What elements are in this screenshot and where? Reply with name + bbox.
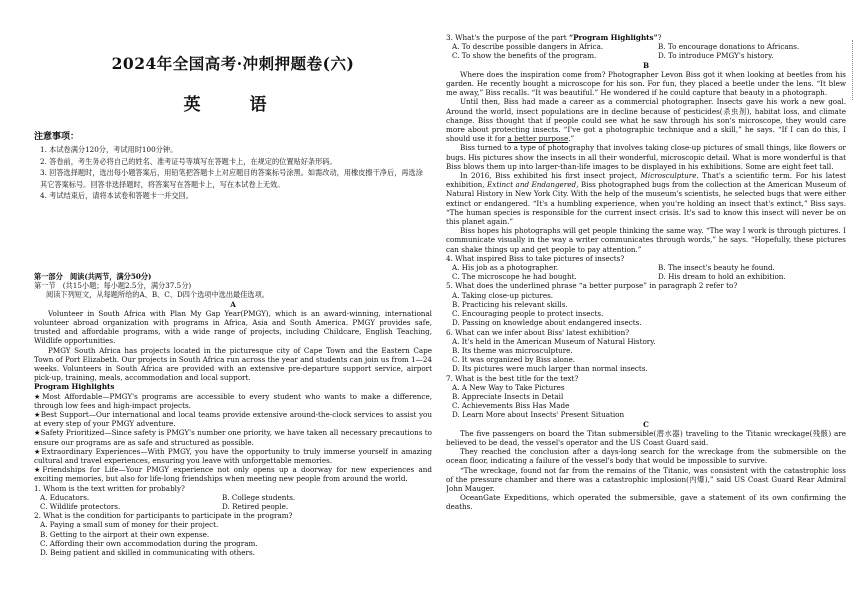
instruction: 阅读下列短文，从每题所给的A、B、C、D四个选项中选出最佳选项。 [46, 290, 269, 300]
right-column [446, 0, 846, 609]
highlight-item: ★Best Support—Our international and local teams provide extensive around-the-clock services to assist you at every step of your PMGY adventure. [34, 410, 432, 429]
option: D. Retired people. [222, 502, 289, 512]
option-row [34, 502, 432, 511]
paragraph: PMGY South Africa has projects located in the picturesque city of Cape Town and the Eastern Cape Town of Port Elizabeth. Our projects in South Africa run across the year and students can join us from 1—24 weeks. Volunteers in South Africa are provided with an extensive pre-departure support service, airport pick-up, training, meals, accommodation and local support. [34, 345, 432, 383]
option-row [34, 493, 432, 502]
option: A. Paying a small sum of money for their project. [40, 520, 219, 530]
option: D. Learn More about Insects' Present Situation [452, 410, 625, 420]
question-stem: 3. What's the purpose of the part “Program Highlights”? [446, 33, 662, 42]
question-stem: 6. What can we infer about Biss' latest exhibition? [446, 327, 630, 337]
option: C. Achievements Biss Has Made [452, 401, 570, 411]
question-stem: 4. What inspired Biss to take pictures of insects? [446, 253, 625, 263]
option: A. To describe possible dangers in Africa. [452, 42, 604, 52]
passage-a-block [34, 272, 432, 557]
option: B. College students. [222, 492, 296, 502]
option: A. A New Way to Take Pictures [452, 382, 565, 392]
option: B. Appreciate Insects in Detail [452, 391, 564, 401]
option: D. Passing on knowledge about endangered insects. [452, 318, 642, 328]
highlights-heading: Program Highlights [34, 382, 115, 392]
option: C. Encouraging people to protect insects. [452, 309, 604, 319]
option: C. Wildlife protectors. [40, 502, 121, 512]
highlight-item: ★Most Affordable—PMGY's programs are accessible to every student who wants to make a difference, through low fees and high-impact projects. [34, 391, 432, 410]
notice-item: 4. 考试结束后，请将本试卷和答题卡一并交回。 [40, 191, 193, 200]
highlight-item: ★Extraordinary Experiences—With PMGY, you have the opportunity to truly immerse yourself in amazing cultural and travel experiences, ensuring you leave with unforgettable memories. [34, 446, 432, 466]
option-row [446, 263, 846, 272]
option: A. Taking close-up pictures. [452, 290, 554, 300]
question-stem: 2. What is the condition for participants to participate in the program? [34, 511, 293, 521]
option: C. Affording their own accommodation during the program. [40, 538, 258, 548]
left-column [34, 0, 432, 609]
paragraph: They reached the conclusion after a days-long search for the wreckage from the submersible on the ocean floor, indicating a failure of the vessel's body that would be impossible to survive. [446, 447, 846, 466]
option-row [446, 272, 846, 281]
paragraph: Until then, Biss had made a career as a commercial photographer. Insects gave his work a new goal. Around the world, insect populations are in decline because of pesticides(杀虫剂), habitat loss, and climate change. Biss thought that if people could see what he saw through his son's microscope, they would care more about protecting insects. “I've got a photographic technique and a skill,” he says. “If I can do this, I should use it for a better purpose.” [446, 97, 846, 144]
option: D. To introduce PMGY's history. [658, 51, 774, 61]
notice-list [40, 144, 428, 202]
paragraph: Volunteer in South Africa with Plan My Gap Year(PMGY), which is an award-winning, international volunteer abroad organization with programs in Africa, Asia and South America. PMGY provides safe, trusted and affordable programs, with a wide range of projects, including Childcare, English Teaching, Wildlife opportunities. [34, 308, 432, 346]
passage-letter: B [642, 60, 650, 70]
option: D. His dream to hold an exhibition. [658, 272, 786, 282]
underlined-phrase: a better purpose [507, 134, 569, 144]
paragraph: “The wreckage, found not far from the remains of the Titanic, was consistent with the catastrophic loss of the pressure chamber and there was a catastrophic implosion(内爆),” said US Coast Guard Rear Admiral John Mauger. [446, 465, 846, 493]
option-row [446, 42, 846, 51]
passage-letter: A [230, 299, 236, 309]
option: B. The insect's beauty he found. [658, 263, 775, 273]
option: D. Being patient and skilled in communicating with others. [40, 548, 255, 558]
paragraph: Biss hopes his photographs will get people thinking the same way. “The way I work is through pictures. I communicate visually in the way a writer communicates through words,” he says. “Hopefully, these pictures can shake things up and get people to pay attention.” [446, 226, 846, 254]
notice-item: 3. 回答选择题时，选出每小题答案后，用铅笔把答题卡上对应题目的答案标号涂黑。如需改动，用橡皮擦干净后，再选涂其它答案标号。回答非选择题时，将答案写在答题卡上，写在本试卷上无效。 [40, 168, 423, 189]
passage-letter: C [643, 419, 649, 429]
option: C. It was organized by Biss alone. [452, 355, 576, 365]
option-row [446, 51, 846, 60]
option: D. Its pictures were much larger than normal insects. [452, 364, 648, 374]
option: A. Educators. [40, 492, 90, 502]
part-heading: 第一部分 阅读(共两节，满分50分) [34, 272, 152, 281]
question-stem: 5. What does the underlined phrase “a better purpose” in paragraph 2 refer to? [446, 281, 738, 291]
notice-item: 1. 本试卷满分120分，考试用时100分钟。 [40, 145, 178, 154]
exam-title: 2024年全国高考·冲刺押题卷(六) [111, 54, 355, 73]
option: A. It's held in the American Museum of Natural History. [452, 336, 656, 346]
option: B. Its theme was microsculpture. [452, 345, 573, 355]
option: A. His job as a photographer. [452, 263, 559, 273]
scan-edge-mark [852, 40, 855, 100]
option: B. Getting to the airport at their own expense. [40, 529, 210, 539]
option: C. To show the benefits of the program. [452, 51, 597, 61]
question-stem: 7. What is the best title for the text? [446, 373, 579, 383]
highlight-item: ★Friendships for Life—Your PMGY experience not only opens up a doorway for new experiences and exciting memories, but also for life-long friendships when meeting new people from around the world. [34, 465, 432, 484]
notice-item: 2. 答卷前，考生务必将自己的姓名、准考证号等填写在答题卡上，在规定的位置贴好条形码。 [40, 156, 337, 166]
paragraph: In 2016, Biss exhibited his first insect project, Microsculpture. That's a scientific term. For his latest exhibition, Extinct and Endangered, Biss photographed bugs from the collection at the American Museum of Natural History in New York City. With the help of the museum's scientists, he selected bugs that were either extinct or endangered. “It's a humbling experience, when you're holding an insect that's extinct,” Biss says. “The human species is responsible for the current insect crisis. It's sad to know this insect will never be on this planet again.” [446, 171, 846, 227]
paragraph: The five passengers on board the Titan submersible(潜水器) traveling to the Titanic wreckage(残骸) are believed to be dead, the vessel's operator and the US Coast Guard said. [446, 428, 846, 447]
subject-title: 英 语 [183, 95, 283, 115]
paragraph: OceanGate Expeditions, which operated the submersible, gave a statement of its own confirming the deaths. [446, 493, 846, 512]
notice-heading: 注意事项： [34, 132, 80, 142]
paragraph: Biss turned to a type of photography that involves taking close-up pictures of small things, like flowers or bugs. His pictures show the insects in all their wonderful, microscopic detail. What is more wonderful is that Biss blows them up into larger-than-life images to be displayed in his exhibitions. Some are eight feet tall. [446, 143, 846, 171]
right-content [446, 33, 846, 512]
option: B. Practicing his relevant skills. [452, 299, 568, 309]
question-stem: 1. Whom is the text written for probably? [34, 483, 185, 493]
highlight-item: ★Safety Prioritized—Since safety is PMGY's number one priority, we have taken all necessary precautions to ensure our programs are as safe and structured as possible. [34, 428, 432, 447]
option: B. To encourage donations to Africans. [658, 42, 800, 52]
paragraph: Where does the inspiration come from? Photographer Levon Biss got it when looking at beetles from his garden. He recently bought a microscope for his son. For fun, they placed a beetle under the lens. “It blew me away,” Biss recalls. “It was beautiful.” He wondered if he could capture that beauty in a photograph. [446, 69, 846, 98]
section-heading: 第一节 (共15小题；每小题2.5分，满分37.5分) [34, 281, 192, 291]
option: C. The microscope he had bought. [452, 272, 577, 282]
